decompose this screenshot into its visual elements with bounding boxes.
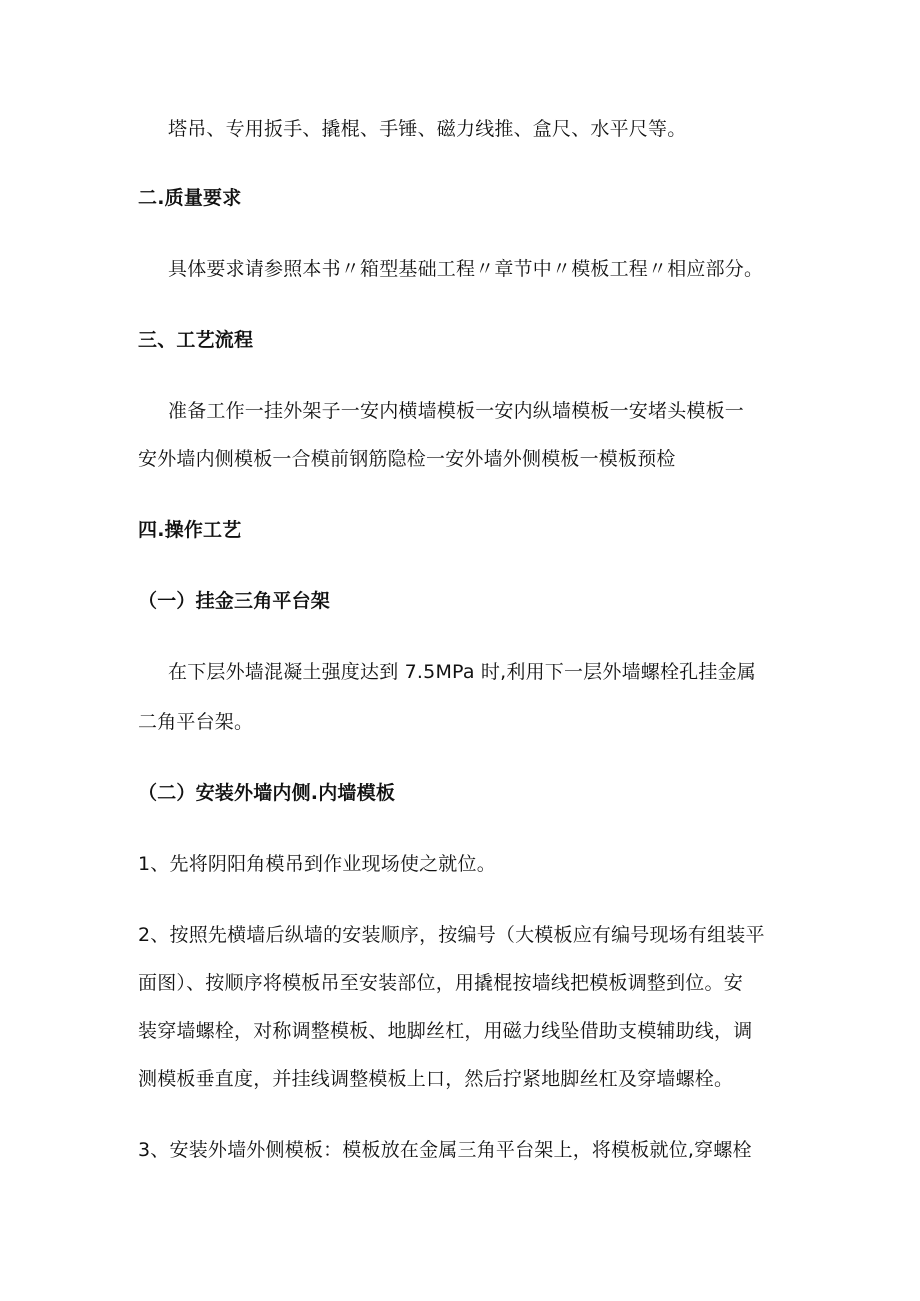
subsection-1-text-line1: 在下层外墙混凝土强度达到 7.5MPa 时,利用下一层外墙螺栓孔挂金属 — [168, 661, 756, 683]
tools-list-text: 塔吊、专用扳手、撬棍、手锤、磁力线推、盒尺、水平尺等。 — [168, 118, 687, 140]
section-quality-heading: 二.质量要求 — [138, 187, 242, 209]
step-2-text-line1: 2、按照先横墙后纵墙的安装顺序，按编号（大模板应有编号现场有组装平 — [138, 924, 765, 946]
step-2-text-line4: 测模板垂直度，并挂线调整模板上口，然后拧紧地脚丝杠及穿墙螺栓。 — [138, 1068, 734, 1090]
section-operation-heading: 四.操作工艺 — [138, 519, 242, 541]
subsection-1-heading: （一）挂金三角平台架 — [138, 590, 331, 612]
section-process-text-line2: 安外墙内侧模板一合模前钢筋隐检一安外墙外侧模板一模板预检 — [138, 448, 676, 470]
section-quality-text: 具体要求请参照本书〃箱型基础工程〃章节中〃模板工程〃相应部分。 — [168, 258, 764, 280]
step-2-text-line3: 装穿墙螺栓，对称调整模板、地脚丝杠，用磁力线坠借助支模辅助线，调 — [138, 1020, 753, 1042]
subsection-2-heading: （二）安装外墙内侧.内墙模板 — [138, 782, 396, 804]
subsection-1-text-line2: 二角平台架。 — [138, 711, 254, 733]
step-2-text-line2: 面图）、按顺序将模板吊至安装部位，用撬棍按墙线把模板调整到位。安 — [138, 972, 743, 994]
step-3-text-line1: 3、安装外墙外侧模板：模板放在金属三角平台架上，将模板就位,穿螺栓 — [138, 1139, 752, 1161]
section-process-text-line1: 准备工作一挂外架子一安内横墙模板一安内纵墙模板一安堵头模板一 — [168, 400, 745, 422]
step-1-text: 1、先将阴阳角模吊到作业现场使之就位。 — [138, 853, 496, 875]
section-process-heading: 三、工艺流程 — [138, 329, 254, 351]
